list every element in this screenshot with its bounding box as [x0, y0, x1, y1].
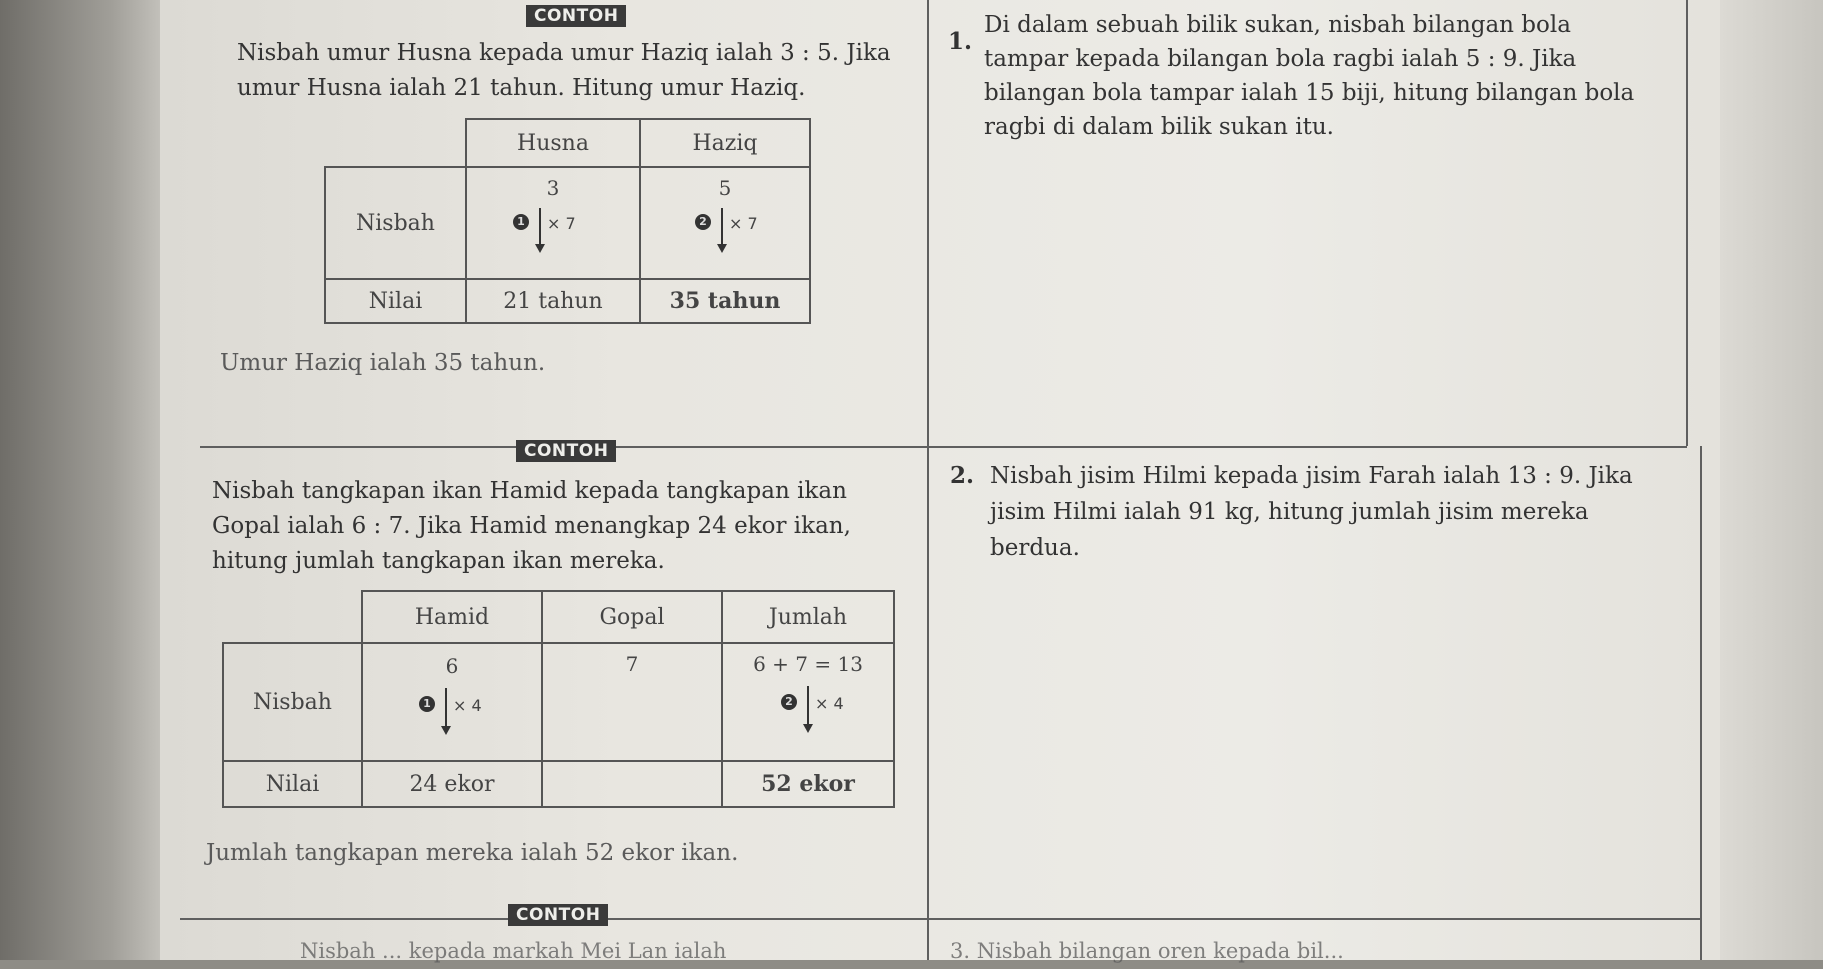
head-gopal: Gopal: [542, 591, 722, 643]
step-marker-1: 1: [419, 696, 435, 712]
example1-ratio-table: [324, 118, 811, 324]
row-divider-1: [200, 446, 1687, 448]
head-jumlah: Jumlah: [722, 591, 894, 643]
arrow-line: [807, 686, 809, 726]
value-husna: 21 tahun: [466, 279, 640, 323]
row-label-nilai: Nilai: [223, 761, 362, 807]
arrow-down-icon: [803, 724, 813, 733]
arrow-down-icon: [535, 244, 545, 253]
row-label-nisbah: Nisbah: [223, 643, 362, 761]
contoh-badge-2: CONTOH: [516, 440, 616, 462]
example1-line-2: umur Husna ialah 21 tahun. Hitung umur Haziq.: [237, 75, 806, 101]
row-label-nilai: Nilai: [325, 279, 466, 323]
example2-line-1: Nisbah tangkapan ikan Hamid kepada tangkapan ikan: [212, 478, 847, 504]
example2-line-3: hitung jumlah tangkapan ikan mereka.: [212, 548, 665, 574]
step-marker-2: 2: [781, 694, 797, 710]
arrow-line: [539, 208, 541, 246]
arrow-down-icon: [441, 726, 451, 735]
ratio-value-gopal: 7: [625, 652, 639, 676]
head-husna: Husna: [466, 119, 640, 167]
example1-text: [237, 36, 891, 106]
example2-ratio-table: [222, 590, 895, 808]
bottom-right-partial: 3. Nisbah bilangan oren kepada bil...: [950, 939, 1344, 963]
example2-text: [212, 474, 851, 579]
question2-text: [990, 458, 1633, 566]
step-marker-1: 1: [513, 214, 529, 230]
page-edge-right: [1720, 0, 1823, 960]
question1-text: [984, 8, 1634, 144]
ratio-cell-haziq: [640, 167, 810, 279]
question2-line-2: jisim Hilmi ialah 91 kg, hitung jumlah jisim mereka: [990, 499, 1589, 525]
blank-corner: [223, 591, 362, 643]
ratio-cell-jumlah: [722, 643, 894, 761]
page-edge-shadow: [0, 0, 160, 960]
example2-answer: Jumlah tangkapan mereka ialah 52 ekor ikan.: [206, 840, 739, 866]
right-border: [1686, 0, 1688, 446]
example2-line-2: Gopal ialah 6 : 7. Jika Hamid menangkap 24 ekor ikan,: [212, 513, 851, 539]
multiplier-label: × 7: [547, 214, 576, 233]
ratio-cell-gopal: [542, 643, 722, 761]
question1-line-3: bilangan bola tampar ialah 15 biji, hitung bilangan bola: [984, 80, 1635, 106]
ratio-cell-husna: [466, 167, 640, 279]
head-hamid: Hamid: [362, 591, 542, 643]
contoh-badge-1: CONTOH: [526, 5, 626, 27]
arrow-line: [445, 688, 447, 728]
value-gopal: [542, 761, 722, 807]
question2-line-3: berdua.: [990, 535, 1080, 561]
value-jumlah: 52 ekor: [722, 761, 894, 807]
multiplier-label: × 7: [729, 214, 758, 233]
row-label-nisbah: Nisbah: [325, 167, 466, 279]
ratio-cell-hamid: [362, 643, 542, 761]
example1-line-1: Nisbah umur Husna kepada umur Haziq ialah 3 : 5. Jika: [237, 40, 891, 66]
contoh-badge-3: CONTOH: [508, 904, 608, 926]
ratio-value-haziq: 5: [718, 176, 732, 200]
right-border-lower: [1700, 446, 1702, 960]
multiplier-label: × 4: [453, 696, 482, 715]
question1-number: 1.: [948, 28, 973, 55]
head-haziq: Haziq: [640, 119, 810, 167]
bottom-left-partial: Nisbah ... kepada markah Mei Lan ialah: [300, 939, 727, 963]
question2-number: 2.: [950, 462, 975, 489]
step-marker-2: 2: [695, 214, 711, 230]
blank-corner: [325, 119, 466, 167]
value-hamid: 24 ekor: [362, 761, 542, 807]
value-haziq: 35 tahun: [640, 279, 810, 323]
question2-line-1: Nisbah jisim Hilmi kepada jisim Farah ialah 13 : 9. Jika: [990, 463, 1633, 489]
multiplier-label: × 4: [815, 694, 844, 713]
row-divider-2: [180, 918, 1700, 920]
example1-answer: Umur Haziq ialah 35 tahun.: [220, 350, 546, 376]
ratio-value-husna: 3: [546, 176, 560, 200]
question1-line-1: Di dalam sebuah bilik sukan, nisbah bilangan bola: [984, 12, 1571, 38]
question1-line-4: ragbi di dalam bilik sukan itu.: [984, 114, 1334, 140]
ratio-value-jumlah: 6 + 7 = 13: [753, 652, 863, 676]
ratio-value-hamid: 6: [445, 654, 459, 678]
column-divider: [927, 0, 929, 960]
question1-line-2: tampar kepada bilangan bola ragbi ialah 5 : 9. Jika: [984, 46, 1577, 72]
arrow-line: [721, 208, 723, 246]
arrow-down-icon: [717, 244, 727, 253]
